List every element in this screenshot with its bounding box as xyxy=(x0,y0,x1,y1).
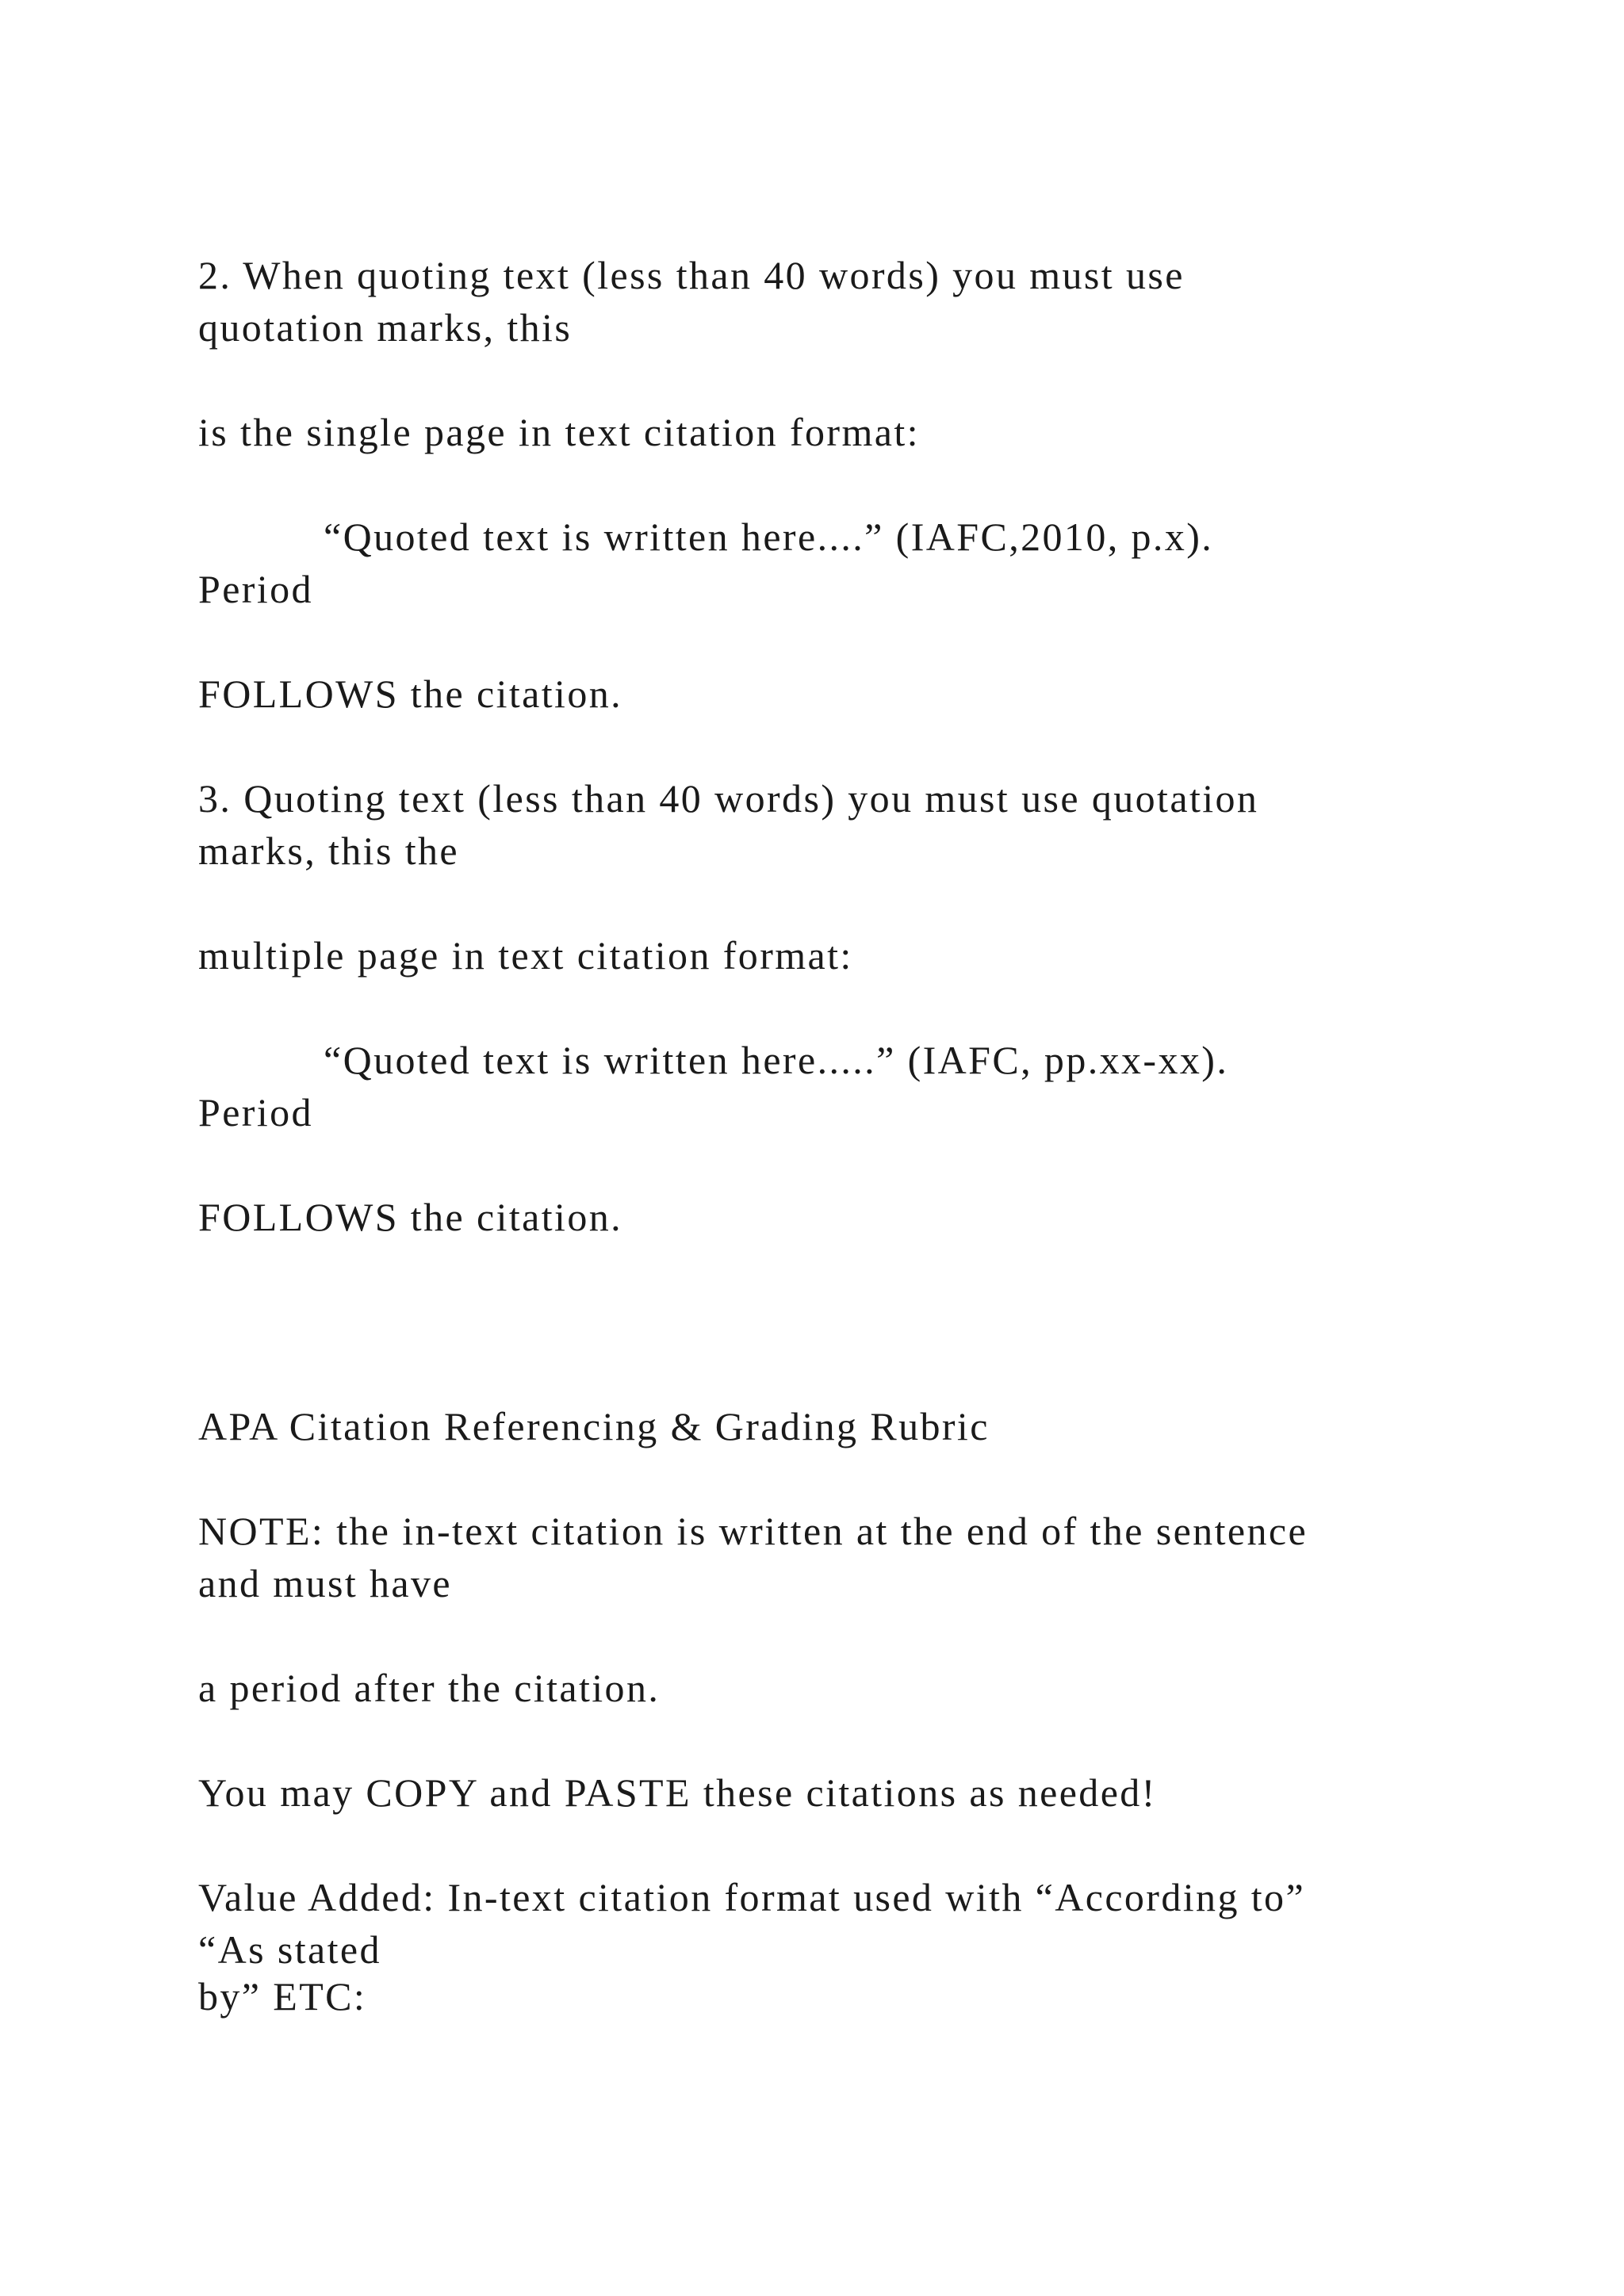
text-line: Period xyxy=(198,567,313,611)
section-heading: APA Citation Referencing & Grading Rubric xyxy=(198,1404,990,1448)
text-line: FOLLOWS the citation. xyxy=(198,672,623,716)
text-line: Period xyxy=(198,1090,313,1135)
text-line: by” ETC: xyxy=(198,1974,367,2019)
quoted-example-line: “Quoted text is written here.....” (IAFC, pp.xx-xx). xyxy=(324,1038,1229,1082)
text-line: 2. When quoting text (less than 40 words) you must use xyxy=(198,253,1185,297)
text-line: FOLLOWS the citation. xyxy=(198,1195,623,1239)
quoted-example-line: “Quoted text is written here....” (IAFC,2010, p.x). xyxy=(324,515,1214,559)
text-line: a period after the citation. xyxy=(198,1666,661,1710)
text-line: is the single page in text citation format: xyxy=(198,410,920,454)
text-line: multiple page in text citation format: xyxy=(198,933,853,978)
text-line: “As stated xyxy=(198,1927,381,1972)
text-line: Value Added: In-text citation format used with “According to” xyxy=(198,1875,1306,1919)
text-line: marks, this the xyxy=(198,828,460,873)
text-line: You may COPY and PASTE these citations as needed! xyxy=(198,1770,1157,1815)
text-line: NOTE: the in-text citation is written at the end of the sentence xyxy=(198,1509,1308,1553)
text-line: 3. Quoting text (less than 40 words) you must use quotation xyxy=(198,776,1259,821)
text-line: quotation marks, this xyxy=(198,305,573,350)
text-line: and must have xyxy=(198,1561,453,1605)
